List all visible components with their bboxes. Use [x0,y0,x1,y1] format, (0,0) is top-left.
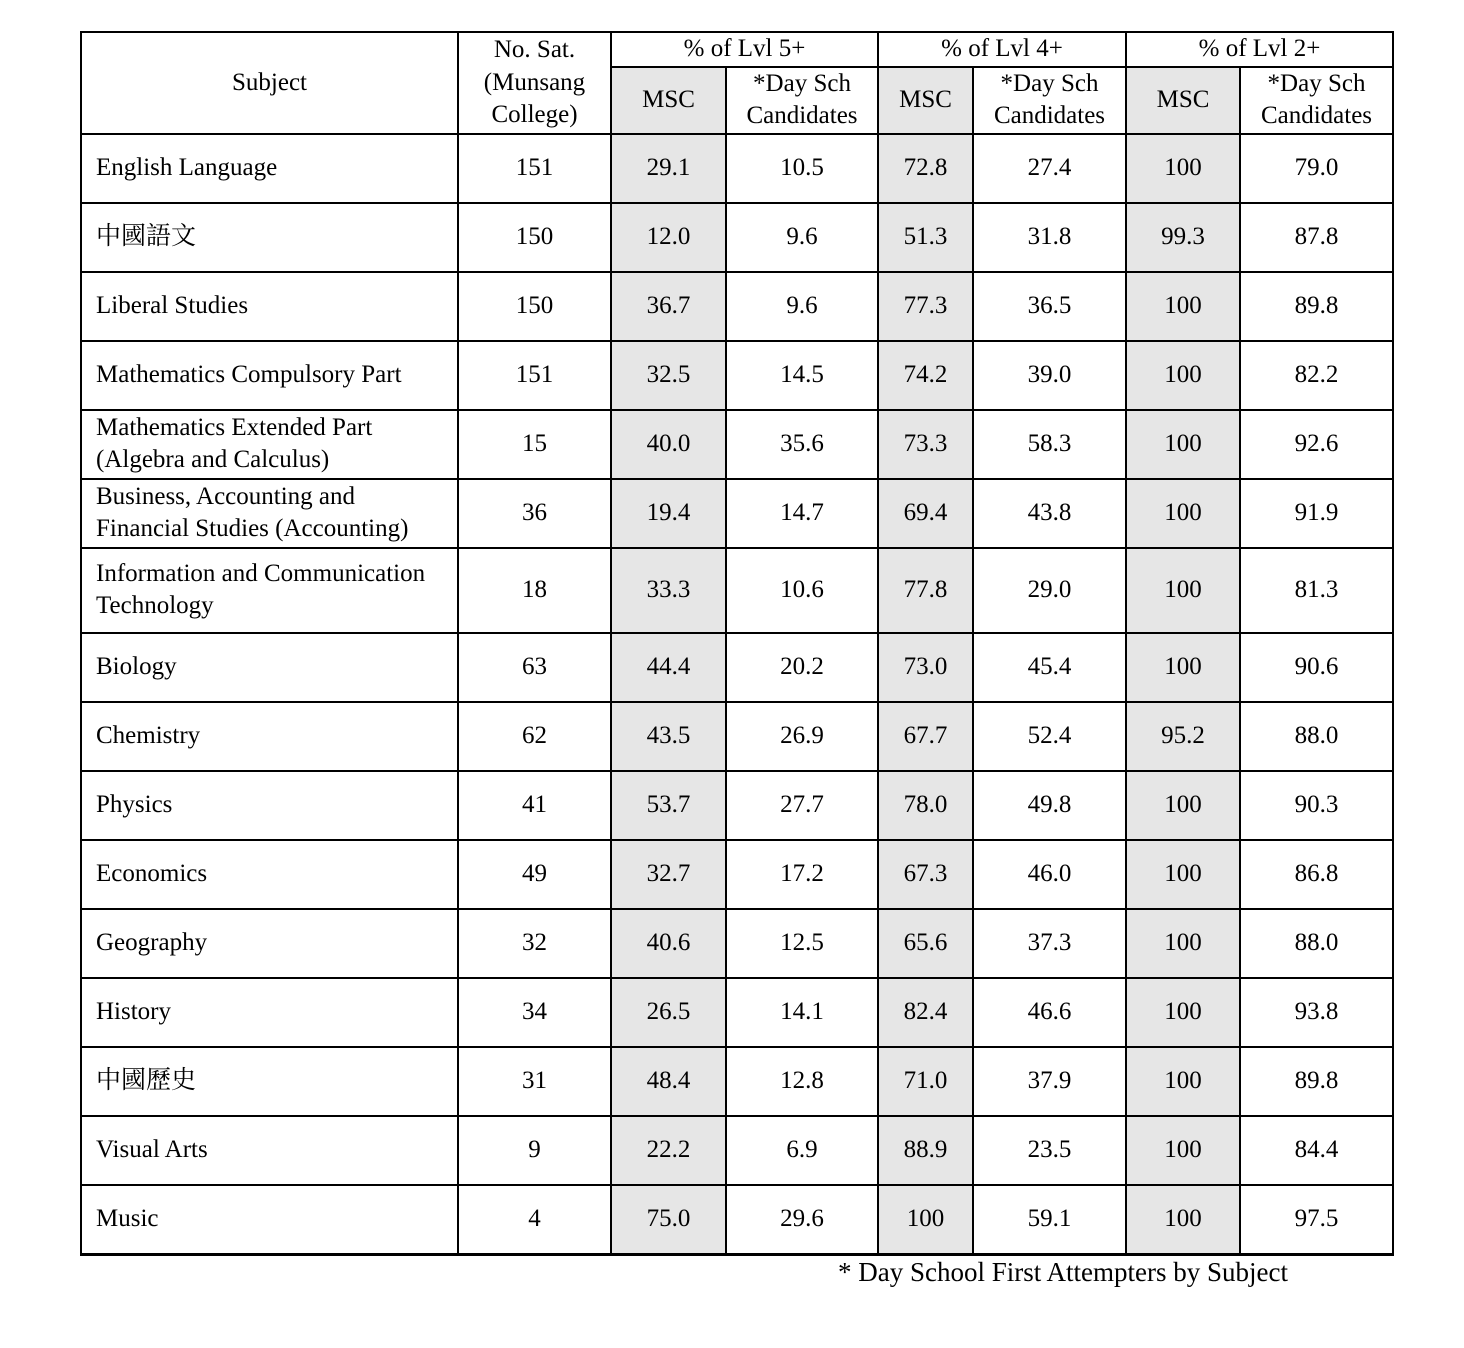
l5-msc-cell: 32.5 [611,341,726,410]
table-row [81,1185,1393,1255]
header-level-5: % of Lvl 5+ [611,32,878,67]
l5-day-cell: 12.5 [726,909,878,978]
l5-msc-cell: 75.0 [611,1185,726,1255]
no-sat-cell: 151 [458,341,611,410]
l2-msc-cell: 99.3 [1126,203,1240,272]
l5-day-cell: 26.9 [726,702,878,771]
l5-day-cell: 9.6 [726,203,878,272]
no-sat-cell: 32 [458,909,611,978]
table-row [81,203,1393,272]
l2-msc-cell: 100 [1126,978,1240,1047]
l4-msc-cell: 73.0 [878,633,973,702]
table-row [81,272,1393,341]
subject-cell: Mathematics Compulsory Part [81,341,458,410]
header-l4-day: *Day Sch Candidates [973,67,1126,134]
table-row [81,341,1393,410]
l2-day-cell: 86.8 [1240,840,1393,909]
subject-cell: Liberal Studies [81,272,458,341]
l5-msc-cell: 32.7 [611,840,726,909]
l4-day-cell: 52.4 [973,702,1126,771]
l4-day-cell: 58.3 [973,410,1126,479]
l2-msc-cell: 100 [1126,1047,1240,1116]
header-l2-day: *Day Sch Candidates [1240,67,1393,134]
l2-day-cell: 89.8 [1240,272,1393,341]
l5-msc-cell: 44.4 [611,633,726,702]
l5-msc-cell: 48.4 [611,1047,726,1116]
header-l5-msc: MSC [611,67,726,134]
l2-msc-cell: 100 [1126,410,1240,479]
l5-msc-cell: 53.7 [611,771,726,840]
table-row [81,1047,1393,1116]
l2-day-cell: 89.8 [1240,1047,1393,1116]
l4-msc-cell: 82.4 [878,978,973,1047]
l5-msc-cell: 19.4 [611,479,726,548]
subject-cell: Information and Communication Technology [81,548,458,633]
l4-day-cell: 45.4 [973,633,1126,702]
l2-day-cell: 90.6 [1240,633,1393,702]
footnote: * Day School First Attempters by Subject [838,1257,1288,1287]
no-sat-cell: 9 [458,1116,611,1185]
no-sat-cell: 18 [458,548,611,633]
l4-day-cell: 49.8 [973,771,1126,840]
no-sat-cell: 4 [458,1185,611,1255]
subject-cell: Physics [81,771,458,840]
l5-day-cell: 14.1 [726,978,878,1047]
l2-day-cell: 92.6 [1240,410,1393,479]
l2-day-cell: 88.0 [1240,909,1393,978]
l2-msc-cell: 100 [1126,771,1240,840]
l2-msc-cell: 100 [1126,548,1240,633]
l5-msc-cell: 12.0 [611,203,726,272]
l5-day-cell: 20.2 [726,633,878,702]
l5-day-cell: 6.9 [726,1116,878,1185]
table-row [81,909,1393,978]
no-sat-cell: 34 [458,978,611,1047]
l4-day-cell: 29.0 [973,548,1126,633]
no-sat-cell: 41 [458,771,611,840]
l2-day-cell: 82.2 [1240,341,1393,410]
no-sat-cell: 62 [458,702,611,771]
subject-cell: 中國語文 [81,203,458,272]
l2-day-cell: 91.9 [1240,479,1393,548]
l2-day-cell: 84.4 [1240,1116,1393,1185]
l5-day-cell: 29.6 [726,1185,878,1255]
no-sat-cell: 150 [458,203,611,272]
subject-cell: Visual Arts [81,1116,458,1185]
table-row [81,702,1393,771]
header-l5-day: *Day Sch Candidates [726,67,878,134]
l4-msc-cell: 88.9 [878,1116,973,1185]
l5-day-cell: 14.7 [726,479,878,548]
l4-msc-cell: 67.7 [878,702,973,771]
l2-msc-cell: 100 [1126,1185,1240,1255]
l4-day-cell: 36.5 [973,272,1126,341]
l4-msc-cell: 77.8 [878,548,973,633]
l4-day-cell: 37.3 [973,909,1126,978]
l4-msc-cell: 77.3 [878,272,973,341]
l2-day-cell: 90.3 [1240,771,1393,840]
l2-msc-cell: 100 [1126,134,1240,203]
table-row [81,633,1393,702]
l2-day-cell: 88.0 [1240,702,1393,771]
l4-day-cell: 31.8 [973,203,1126,272]
subject-cell: History [81,978,458,1047]
l5-msc-cell: 40.0 [611,410,726,479]
l5-day-cell: 17.2 [726,840,878,909]
table-row [81,978,1393,1047]
subject-cell: Geography [81,909,458,978]
no-sat-cell: 151 [458,134,611,203]
l5-day-cell: 27.7 [726,771,878,840]
table-row [81,410,1393,479]
results-table [80,31,1394,1256]
l4-day-cell: 23.5 [973,1116,1126,1185]
l2-msc-cell: 100 [1126,840,1240,909]
l4-msc-cell: 72.8 [878,134,973,203]
l2-day-cell: 97.5 [1240,1185,1393,1255]
l4-msc-cell: 74.2 [878,341,973,410]
l2-msc-cell: 95.2 [1126,702,1240,771]
table-row [81,548,1393,633]
l4-day-cell: 43.8 [973,479,1126,548]
l4-msc-cell: 65.6 [878,909,973,978]
l5-msc-cell: 43.5 [611,702,726,771]
l4-msc-cell: 51.3 [878,203,973,272]
subject-cell: Mathematics Extended Part (Algebra and Calculus) [81,410,458,479]
l2-day-cell: 87.8 [1240,203,1393,272]
table-row [81,479,1393,548]
l5-day-cell: 9.6 [726,272,878,341]
subject-cell: Economics [81,840,458,909]
header-level-4: % of Lvl 4+ [878,32,1126,67]
l2-day-cell: 81.3 [1240,548,1393,633]
l2-msc-cell: 100 [1126,633,1240,702]
l4-day-cell: 46.6 [973,978,1126,1047]
l4-msc-cell: 78.0 [878,771,973,840]
l2-msc-cell: 100 [1126,479,1240,548]
l4-msc-cell: 100 [878,1185,973,1255]
l2-day-cell: 93.8 [1240,978,1393,1047]
l5-msc-cell: 29.1 [611,134,726,203]
l4-day-cell: 27.4 [973,134,1126,203]
l4-day-cell: 39.0 [973,341,1126,410]
table-row [81,840,1393,909]
l4-msc-cell: 73.3 [878,410,973,479]
header-l4-msc: MSC [878,67,973,134]
header-l2-msc: MSC [1126,67,1240,134]
l2-msc-cell: 100 [1126,1116,1240,1185]
no-sat-cell: 15 [458,410,611,479]
header-subject: Subject [81,32,458,134]
subject-cell: 中國歷史 [81,1047,458,1116]
no-sat-cell: 36 [458,479,611,548]
header-level-2: % of Lvl 2+ [1126,32,1393,67]
no-sat-cell: 63 [458,633,611,702]
subject-cell: Business, Accounting and Financial Studies (Accounting) [81,479,458,548]
table-row [81,1116,1393,1185]
l5-day-cell: 10.5 [726,134,878,203]
l4-msc-cell: 67.3 [878,840,973,909]
l2-day-cell: 79.0 [1240,134,1393,203]
subject-cell: Chemistry [81,702,458,771]
l4-day-cell: 46.0 [973,840,1126,909]
table-row [81,771,1393,840]
no-sat-cell: 49 [458,840,611,909]
l2-msc-cell: 100 [1126,341,1240,410]
l5-msc-cell: 33.3 [611,548,726,633]
l4-day-cell: 59.1 [973,1185,1126,1255]
l5-msc-cell: 40.6 [611,909,726,978]
l5-day-cell: 35.6 [726,410,878,479]
subject-cell: Biology [81,633,458,702]
l4-msc-cell: 71.0 [878,1047,973,1116]
subject-cell: English Language [81,134,458,203]
no-sat-cell: 150 [458,272,611,341]
header-no-sat: No. Sat. (Munsang College) [458,32,611,134]
l5-day-cell: 10.6 [726,548,878,633]
l5-day-cell: 12.8 [726,1047,878,1116]
l5-msc-cell: 22.2 [611,1116,726,1185]
l4-msc-cell: 69.4 [878,479,973,548]
l5-msc-cell: 36.7 [611,272,726,341]
l2-msc-cell: 100 [1126,272,1240,341]
table-row [81,134,1393,203]
l5-msc-cell: 26.5 [611,978,726,1047]
subject-cell: Music [81,1185,458,1255]
l5-day-cell: 14.5 [726,341,878,410]
l2-msc-cell: 100 [1126,909,1240,978]
no-sat-cell: 31 [458,1047,611,1116]
l4-day-cell: 37.9 [973,1047,1126,1116]
